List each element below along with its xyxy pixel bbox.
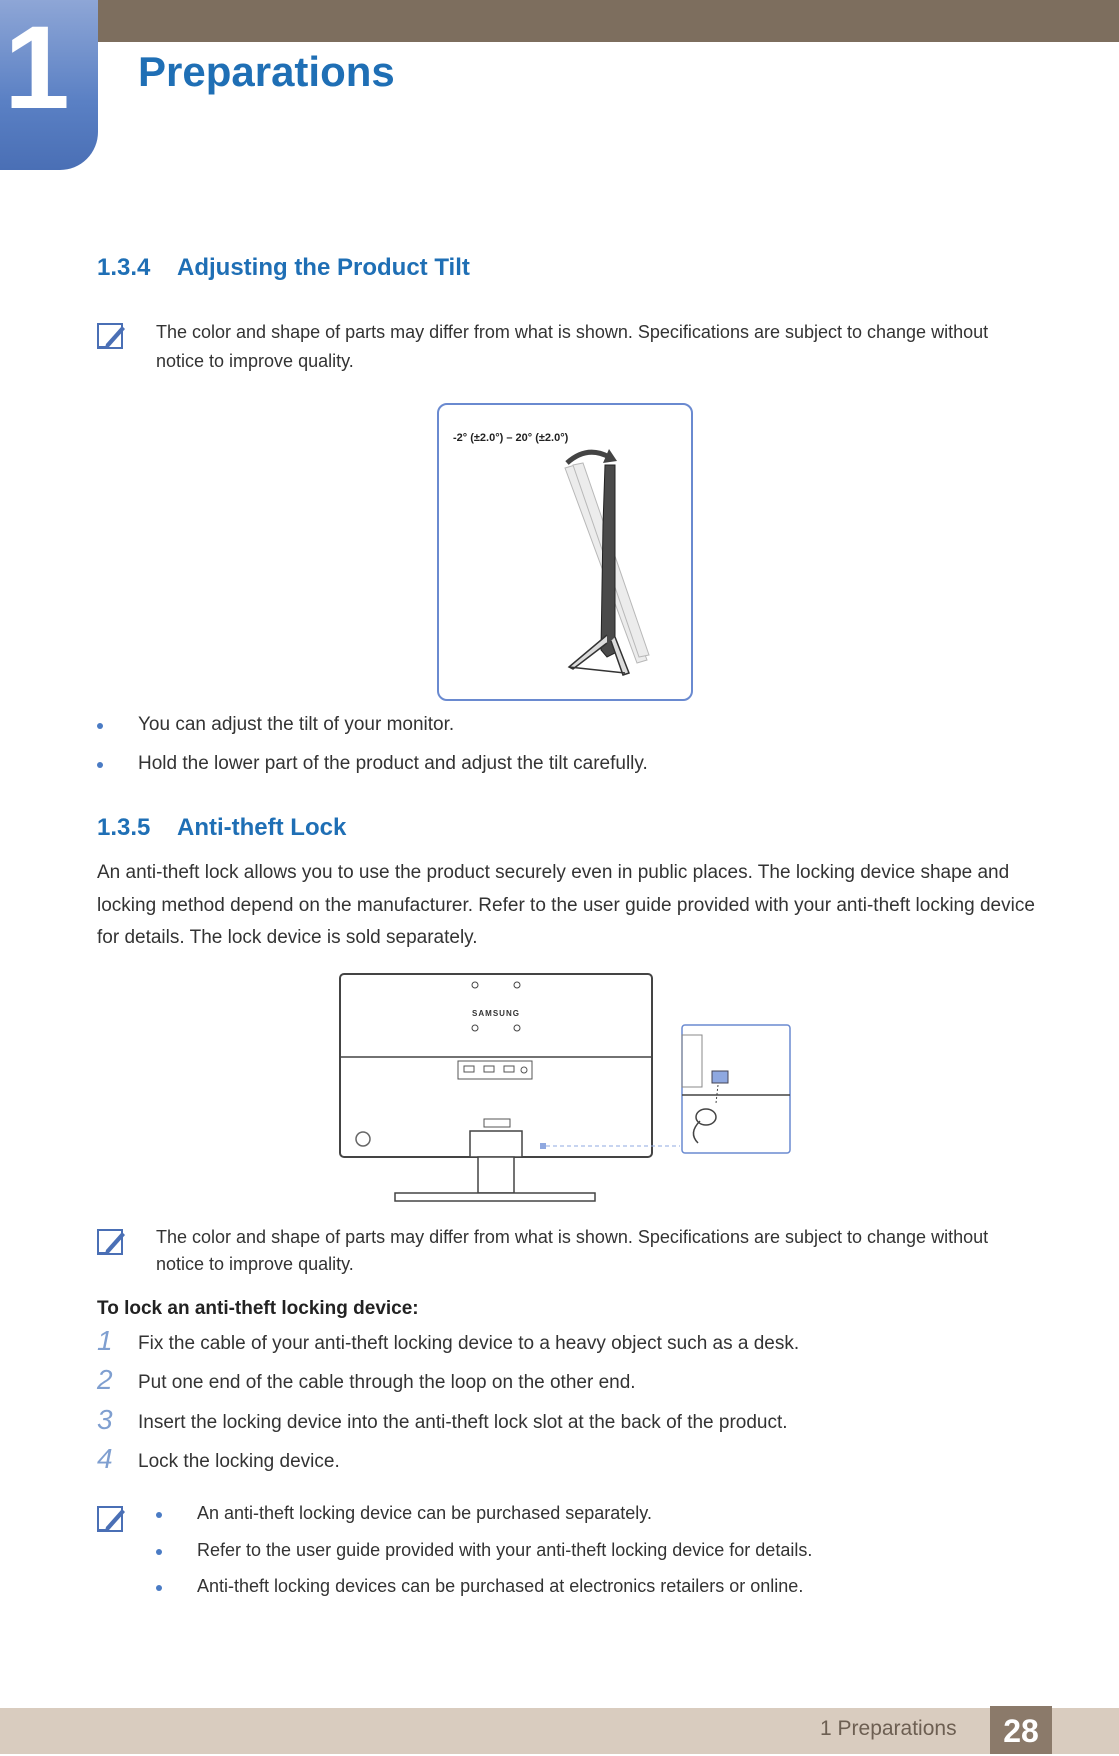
header-bar bbox=[0, 0, 1119, 42]
chapter-number: 1 bbox=[4, 2, 70, 134]
section-title-tilt bbox=[97, 254, 470, 282]
list-item-text: Refer to the user guide provided with your anti-theft locking device for details. bbox=[197, 1540, 813, 1560]
monitor-back-illustration bbox=[338, 973, 794, 1205]
note-icon bbox=[96, 1503, 128, 1535]
step-number: 3 bbox=[97, 1404, 113, 1435]
bullet-icon bbox=[156, 1549, 162, 1555]
steps-heading: To lock an anti-theft locking device: bbox=[97, 1298, 419, 1319]
list-item-text: Anti-theft locking devices can be purchased at electronics retailers or online. bbox=[197, 1576, 804, 1596]
tilt-angle-label: -2° (±2.0°) – 20° (±2.0°) bbox=[453, 432, 569, 444]
list-item-text: An anti-theft locking device can be purchased separately. bbox=[197, 1503, 652, 1523]
step-number: 4 bbox=[97, 1443, 113, 1474]
note-icon bbox=[96, 320, 128, 352]
page-number: 28 bbox=[990, 1706, 1052, 1754]
step-text: Put one end of the cable through the loop on the other end. bbox=[138, 1372, 636, 1393]
list-item-text: You can adjust the tilt of your monitor. bbox=[138, 714, 455, 735]
step-text: Insert the locking device into the anti-theft lock slot at the back of the product. bbox=[138, 1412, 788, 1433]
section-number: 1.3.4 bbox=[97, 254, 151, 281]
tilt-figure bbox=[437, 403, 693, 701]
intro-paragraph: An anti-theft lock allows you to use the product securely even in public places. The locking device shape and locking method depend on the manufacturer. Refer to the user guide provided with your anti-theft locking device for details. The lock device is sold separately. bbox=[97, 862, 1035, 948]
step-text: Lock the locking device. bbox=[138, 1451, 340, 1472]
step-text: Fix the cable of your anti-theft locking device to a heavy object such as a desk. bbox=[138, 1333, 800, 1354]
chapter-tab bbox=[0, 0, 98, 170]
bullet-icon bbox=[97, 762, 103, 768]
note-text: The color and shape of parts may differ from what is shown. Specifications are subject to change without notice to improve quality. bbox=[156, 1227, 989, 1274]
note-icon bbox=[96, 1226, 128, 1258]
bullet-icon bbox=[97, 723, 103, 729]
note-text: The color and shape of parts may differ from what is shown. Specifications are subject to change without notice to improve quality. bbox=[156, 322, 989, 371]
section-heading: Anti-theft Lock bbox=[177, 814, 347, 841]
step-number: 2 bbox=[97, 1364, 113, 1395]
section-number: 1.3.5 bbox=[97, 814, 151, 841]
chapter-title: Preparations bbox=[138, 48, 395, 95]
section-title-lock bbox=[97, 814, 346, 842]
bullet-icon bbox=[156, 1585, 162, 1591]
section-heading: Adjusting the Product Tilt bbox=[177, 254, 470, 281]
step-number: 1 bbox=[97, 1325, 113, 1356]
footer-label: 1 Preparations bbox=[820, 1717, 957, 1740]
bullet-icon bbox=[156, 1512, 162, 1518]
brand-logo: SAMSUNG bbox=[472, 1009, 520, 1018]
monitor-back-figure bbox=[338, 973, 794, 1205]
monitor-side-illustration bbox=[439, 405, 691, 699]
list-item-text: Hold the lower part of the product and adjust the tilt carefully. bbox=[138, 753, 648, 774]
